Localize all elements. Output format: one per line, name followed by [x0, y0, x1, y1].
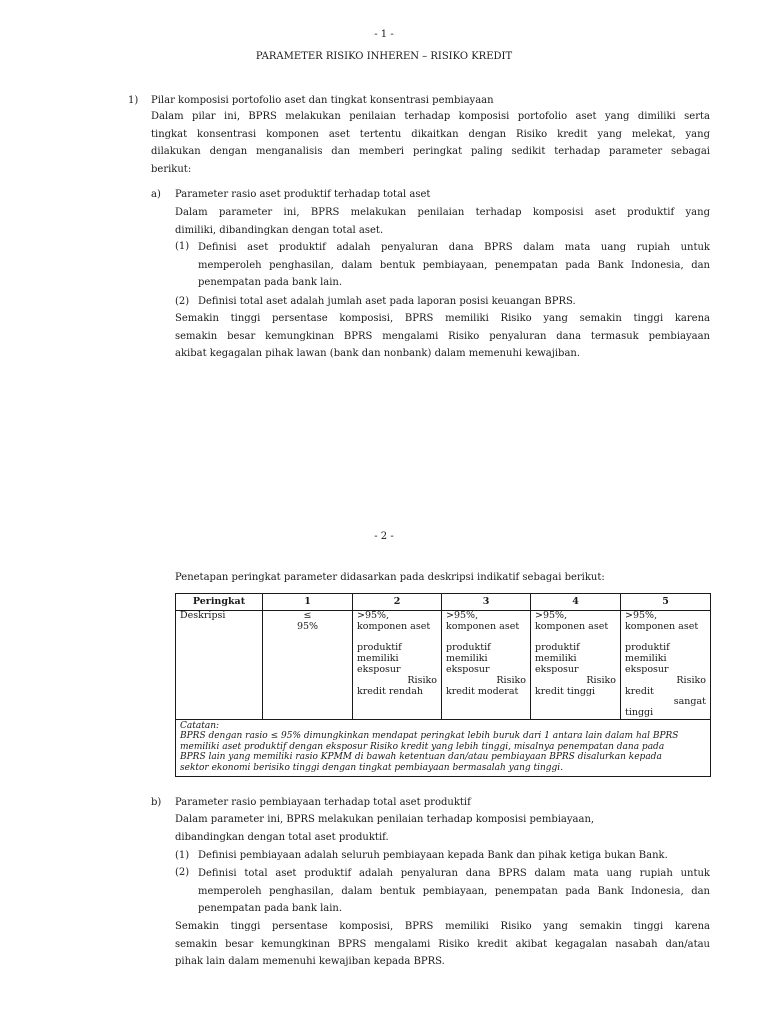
cell-line: eksposur [446, 663, 490, 675]
row-label: Deskripsi [176, 611, 263, 720]
text-line: penempatan pada bank lain. [198, 277, 343, 289]
text-line: semakin besar kemungkinan BPRS mengalami Risiko kredit akibat kegagalan nasabah dan/atau [175, 938, 710, 950]
cell-line: memiliki [446, 653, 488, 665]
cell-rating-4 [531, 611, 621, 720]
table-header-cell: 3 [442, 594, 531, 611]
text-line: Definisi total aset produktif adalah penyaluran dana BPRS dalam mata uang rupiah untuk [198, 868, 710, 879]
text-line: Dalam parameter ini, BPRS melakukan penilaian terhadap komposisi pembiayaan, [175, 814, 595, 825]
cell-line: >95%, [446, 610, 479, 621]
item-1-heading: Pilar komposisi portofolio aset dan tingkat konsentrasi pembiayaan [151, 95, 494, 106]
page-number-2: - 2 - [374, 531, 394, 542]
cell-line: produktif [357, 642, 402, 654]
text-line: Dalam parameter ini, BPRS melakukan penilaian terhadap komposisi aset produktif yang [175, 207, 710, 218]
table-header-cell: 4 [531, 594, 621, 611]
table-header-row [176, 594, 711, 611]
text-line: memperoleh penghasilan, dalam bentuk pembiayaan, penempatan pada Bank Indonesia, dan [198, 259, 710, 271]
text-line: akibat kegagalan pihak lawan (bank dan nonbank) dalam memenuhi kewajiban. [175, 348, 581, 360]
cell-line: eksposur [535, 663, 579, 675]
cell-line: Risiko [586, 674, 616, 686]
cell-line: memiliki [357, 653, 399, 665]
item-1-body [151, 108, 710, 179]
text-line: semakin besar kemungkinan BPRS mengalami Risiko penyaluran dana termasuk pembiayaan [175, 330, 710, 342]
cell-line: eksposur [625, 663, 669, 675]
cell-line: kredit [625, 685, 654, 697]
text-line: Semakin tinggi persentase komposisi, BPRS memiliki Risiko yang semakin tinggi karena [175, 921, 710, 932]
page-number-1: - 1 - [374, 29, 394, 40]
table-intro: Penetapan peringkat parameter didasarkan pada deskripsi indikatif sebagai berikut: [175, 572, 605, 583]
item-a-def1 [198, 239, 710, 292]
cell-line: sangat [673, 696, 706, 708]
cell-line: tinggi [625, 707, 654, 719]
item-b-def2 [198, 865, 710, 918]
table-row [176, 611, 711, 720]
cell-line: >95%, [625, 610, 658, 621]
item-b-def1-marker: (1) [175, 850, 190, 861]
note-line: BPRS dengan rasio ≤ 95% dimungkinkan mendapat peringkat lebih buruk dari 1 antara lain dalam hal BPRS [180, 731, 679, 742]
item-b-marker: b) [151, 797, 162, 808]
cell-line: produktif [446, 642, 491, 654]
text-line: penempatan pada bank lain. [198, 903, 343, 915]
cell-line: kredit rendah [357, 685, 424, 697]
cell-rating-2 [353, 611, 442, 720]
cell-line: komponen aset [357, 620, 431, 632]
item-b-def2-marker: (2) [175, 867, 190, 878]
table-header-cell: Peringkat [176, 594, 263, 611]
text-line: dimiliki, dibandingkan dengan total aset. [175, 224, 384, 236]
cell-line: komponen aset [535, 620, 609, 632]
cell-line: >95%, [357, 610, 390, 621]
table-header-cell: 2 [353, 594, 442, 611]
cell-line: memiliki [625, 653, 667, 665]
text-line: Semakin tinggi persentase komposisi, BPRS memiliki Risiko yang semakin tinggi karena [175, 313, 710, 324]
table-header-cell: 5 [621, 594, 711, 611]
item-a-body [175, 204, 710, 239]
text-line: memperoleh penghasilan, dalam bentuk pembiayaan, penempatan pada Bank Indonesia, dan [198, 885, 710, 897]
note-line: BPRS lain yang memiliki rasio KPMM di bawah ketentuan dan/atau pembiayaan BPRS disalurkan kepada [180, 752, 662, 763]
cell-line: Risiko [676, 674, 706, 686]
cell-line: memiliki [535, 653, 577, 665]
cell-line: >95%, [535, 610, 568, 621]
item-b-body [175, 811, 710, 846]
cell-line: kredit moderat [446, 685, 519, 697]
note-line: memiliki aset produktif dengan eksposur Risiko kredit yang lebih tinggi, misalnya penempatan dana pada [180, 741, 665, 752]
cell-line: eksposur [357, 663, 401, 675]
cell-rating-3 [442, 611, 531, 720]
item-b-heading: Parameter rasio pembiayaan terhadap total aset produktif [175, 797, 471, 808]
item-a-heading: Parameter rasio aset produktif terhadap total aset [175, 189, 431, 200]
page-title: PARAMETER RISIKO INHEREN – RISIKO KREDIT [255, 51, 513, 62]
cell-line: komponen aset [446, 620, 520, 632]
cell-rating-5 [621, 611, 711, 720]
item-a-def2-marker: (2) [175, 296, 190, 307]
table-header-cell: 1 [263, 594, 353, 611]
cell-line: 95% [296, 620, 319, 632]
cell-line: kredit tinggi [535, 685, 596, 697]
text-line: Definisi aset produktif adalah penyaluran dana BPRS dalam mata uang rupiah untuk [198, 242, 710, 253]
item-1-marker: 1) [128, 95, 139, 106]
text-line: pihak lain dalam memenuhi kewajiban kepada BPRS. [175, 956, 445, 968]
cell-line: Risiko [496, 674, 526, 686]
table-note-row [176, 720, 711, 777]
item-b-closing [175, 918, 710, 971]
table-note [176, 720, 711, 777]
cell-line: produktif [535, 642, 580, 654]
text-line: Dalam pilar ini, BPRS melakukan penilaian terhadap komposisi portofolio aset yang dimiliki serta [151, 111, 710, 122]
item-b-def1: Definisi pembiayaan adalah seluruh pembiayaan kepada Bank dan pihak ketiga bukan Bank. [198, 850, 668, 861]
text-line: dilakukan dengan menganalisis dan memberi peringkat paling sedikit terhadap parameter sebagai [151, 146, 710, 158]
item-a-marker: a) [151, 189, 161, 200]
text-line: tingkat konsentrasi komponen aset tertentu dikaitkan dengan Risiko kredit yang melekat, yang [151, 128, 710, 140]
cell-line: Risiko [407, 674, 437, 686]
text-line: berikut: [151, 164, 192, 176]
rating-table [175, 593, 711, 777]
item-a-def1-marker: (1) [175, 241, 190, 252]
cell-line: komponen aset [625, 620, 699, 632]
cell-rating-1 [263, 611, 353, 720]
note-line: sektor ekonomi berisiko tinggi dengan tingkat pembiayaan bermasalah yang tinggi. [180, 762, 564, 773]
cell-line: produktif [625, 642, 670, 654]
item-a-closing [175, 310, 710, 363]
item-a-def2: Definisi total aset adalah jumlah aset pada laporan posisi keuangan BPRS. [198, 296, 576, 307]
note-title: Catatan: [180, 721, 220, 731]
text-line: dibandingkan dengan total aset produktif. [175, 831, 389, 843]
cell-line: ≤ [303, 610, 312, 621]
